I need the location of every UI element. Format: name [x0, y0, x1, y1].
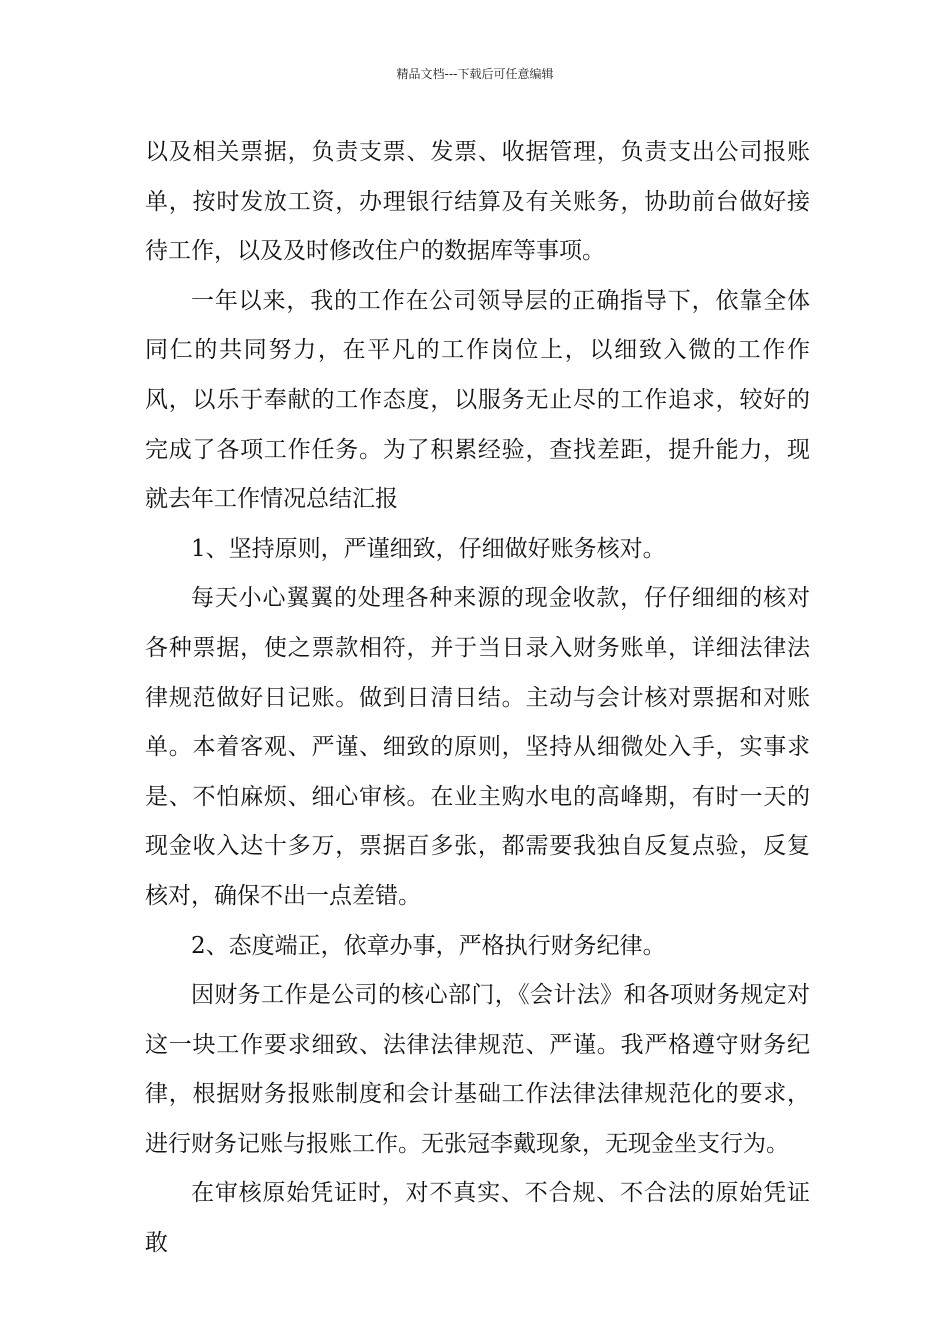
paragraph-section-2: 因财务工作是公司的核心部门，《会计法》和各项财务规定对这一块工作要求细致、法律法律规范、严谨。我严格遵守财务纪律，根据财务报账制度和会计基础工作法律法律规范化的要求，进行财务记账与报账工作。无张冠李戴现象，无现金坐支行为。 [145, 982, 810, 1157]
document-body [145, 128, 810, 1269]
paragraph-section-1: 每天小心翼翼的处理各种来源的现金收款，仔仔细细的核对各种票据，使之票款相符，并于当日录入财务账单，详细法律法律规范做好日记账。做到日清日结。主动与会计核对票据和对账单。本着客观、严谨、细致的原则，坚持从细微处入手，实事求是、不怕麻烦、细心审核。在业主购水电的高峰期，有时一天的现金收入达十多万，票据百多张，都需要我独自反复点验，反复核对，确保不出一点差错。 [145, 585, 810, 909]
page-header: 精品文档---下载后可任意编辑 [396, 67, 554, 81]
paragraph-audit: 在审核原始凭证时，对不真实、不合规、不合法的原始凭证敢 [145, 1180, 810, 1257]
section-heading-1: 1、坚持原则，严谨细致，仔细做好账务核对。 [191, 535, 666, 562]
paragraph-intro-summary: 一年以来，我的工作在公司领导层的正确指导下，依靠全体同仁的共同努力，在平凡的工作岗位上，以细致入微的工作作风，以乐于奉献的工作态度，以服务无止尽的工作追求，较好的完成了各项工作任务。为了积累经验，查找差距，提升能力，现就去年工作情况总结汇报 [145, 287, 810, 513]
paragraph-continuation: 以及相关票据，负责支票、发票、收据管理，负责支出公司报账单，按时发放工资，办理银行结算及有关账务，协助前台做好接待工作，以及及时修改住户的数据库等事项。 [145, 139, 810, 265]
section-heading-2: 2、态度端正，依章办事，严格执行财务纪律。 [191, 932, 666, 959]
